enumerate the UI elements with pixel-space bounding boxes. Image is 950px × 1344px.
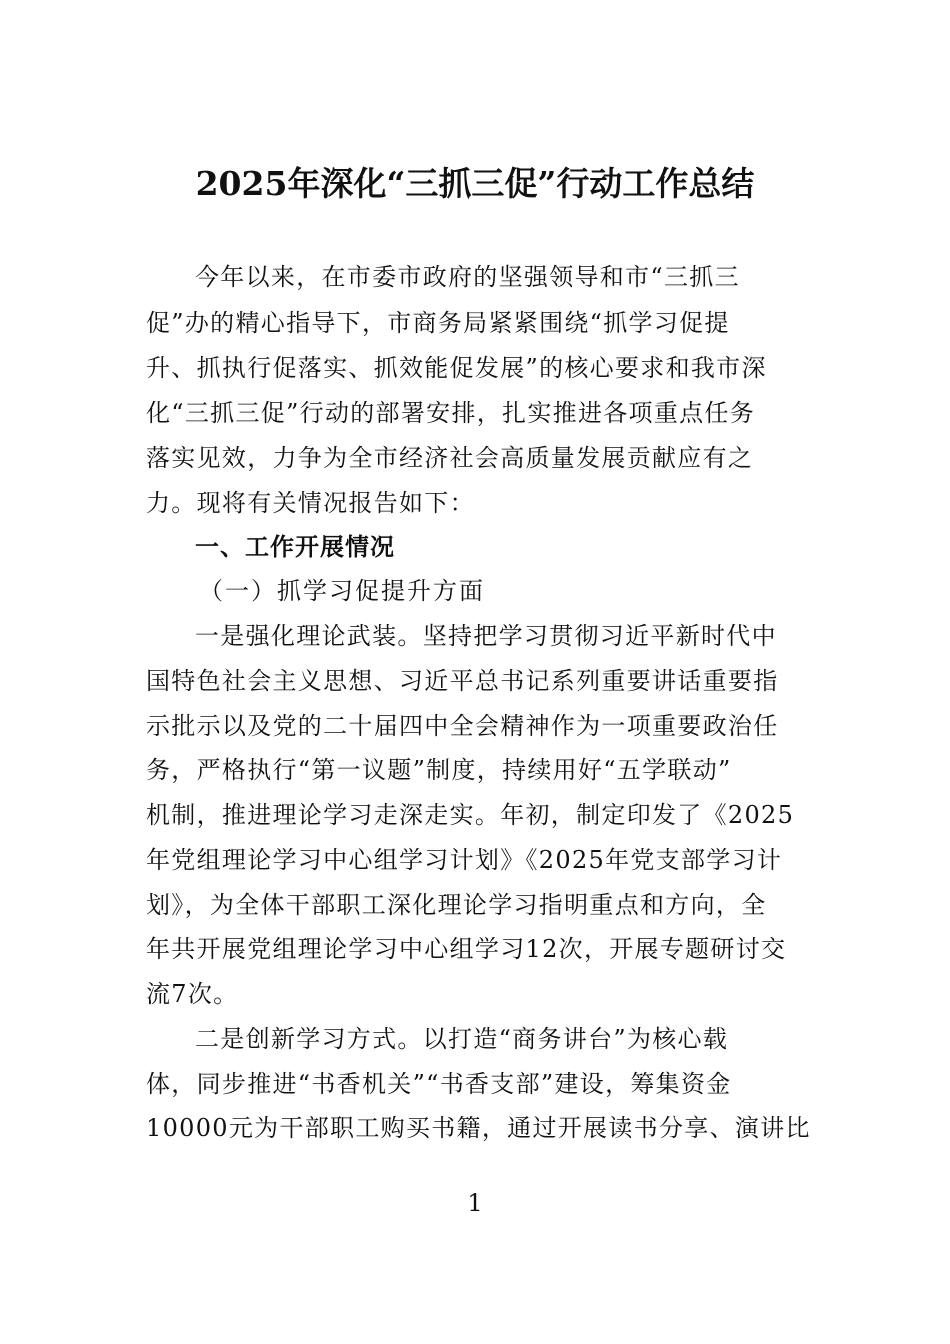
paragraph-line: 力。现将有关情况报告如下： <box>146 489 475 517</box>
paragraph-line: 流7次。 <box>146 980 239 1008</box>
document-title: 2025年深化“三抓三促”行动工作总结 <box>195 164 755 203</box>
paragraph-line: 年共开展党组理论学习中心组学习12次，开展专题研讨交 <box>146 935 787 963</box>
paragraph-line: 二是创新学习方式。以打造“商务讲台”为核心载 <box>195 1025 729 1053</box>
paragraph-line: 划》，为全体干部职工深化理论学习指明重点和方向，全 <box>146 891 767 919</box>
paragraph-line: 体，同步推进“书香机关”“书香支部”建设，筹集资金 <box>146 1070 732 1098</box>
paragraph-line: 机制，推进理论学习走深走实。年初，制定印发了《2025 <box>146 801 795 829</box>
paragraph-line: 促”办的精心指导下，市商务局紧紧围绕“抓学习促提 <box>146 309 730 337</box>
paragraph-line: 国特色社会主义思想、习近平总书记系列重要讲话重要指 <box>146 667 779 695</box>
paragraph-line: 年党组理论学习中心组学习计划》《2025年党支部学习计 <box>146 846 783 874</box>
paragraph-line: 升、抓执行促落实、抓效能促发展”的核心要求和我市深 <box>146 354 767 382</box>
subsection-heading: （一）抓学习促提升方面 <box>199 577 485 605</box>
paragraph-line: 务，严格执行“第一议题”制度，持续用好“五学联动” <box>146 756 732 784</box>
paragraph-line: 一是强化理论武装。坚持把学习贯彻习近平新时代中 <box>195 622 777 650</box>
paragraph-line: 今年以来，在市委市政府的坚强领导和市“三抓三 <box>195 263 740 291</box>
paragraph-line: 落实见效，力争为全市经济社会高质量发展贡献应有之 <box>146 444 754 472</box>
page-number: 1 <box>467 1189 483 1217</box>
paragraph-line: 化“三抓三促”行动的部署安排，扎实推进各项重点任务 <box>146 399 756 427</box>
paragraph-line: 10000元为干部职工购买书籍，通过开展读书分享、演讲比 <box>146 1114 811 1142</box>
paragraph-line: 示批示以及党的二十届四中全会精神作为一项重要政治任 <box>146 712 779 740</box>
section-heading: 一、工作开展情况 <box>195 533 395 561</box>
